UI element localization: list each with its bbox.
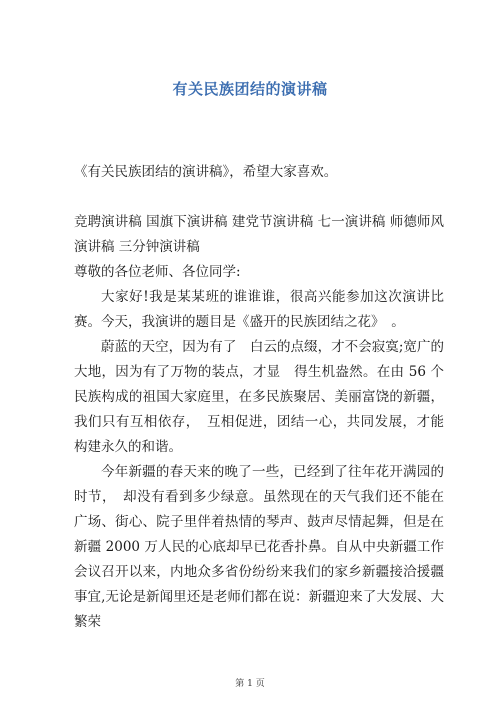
page-number: 第 1 页 [235,679,265,689]
document-body [74,160,444,635]
greeting: 尊敬的各位老师、各位同学: [74,264,241,280]
body-paragraph-1: 大家好!我是某某班的谁谁谁，很高兴能参加这次演讲比赛。今天，我演讲的题目是《盛开的民族团结之花》 。 [74,289,444,330]
related-links[interactable]: 竞聘演讲稿 国旗下演讲稿 建党节演讲稿 七一演讲稿 师德师风演讲稿 三分钟演讲稿 [74,214,444,255]
body-paragraph-3: 今年新疆的春天来的晚了一些，已经到了往年花开满园的时节， 却没有看到多少绿意。虽然现在的天气我们还不能在广场、街心、院子里伴着热情的琴声、鼓声尽情起舞，但是在新疆 2000 万人民的心底却早已花香扑鼻。自从中央新疆工作会议召开以来，内地众多省份纷纷来我们的家乡新疆接洽援疆事宜,无论是新闻里还是老师们都在说：新疆迎来了大发展、大繁荣 [74,464,444,630]
body-paragraph-2: 蔚蓝的天空，因为有了 白云的点缀，才不会寂寞;宽广的大地，因为有了万物的装点，才显 得生机盎然。在由 56 个民族构成的祖国大家庭里，在多民族聚居、美丽富饶的新疆，我们只有互相依存， 互相促进，团结一心，共同发展，才能构建永久的和谐。 [74,339,444,455]
document-title: 有关民族团结的演讲稿 [172,80,328,98]
intro-paragraph: 《有关民族团结的演讲稿》，希望大家喜欢。 [74,164,338,180]
